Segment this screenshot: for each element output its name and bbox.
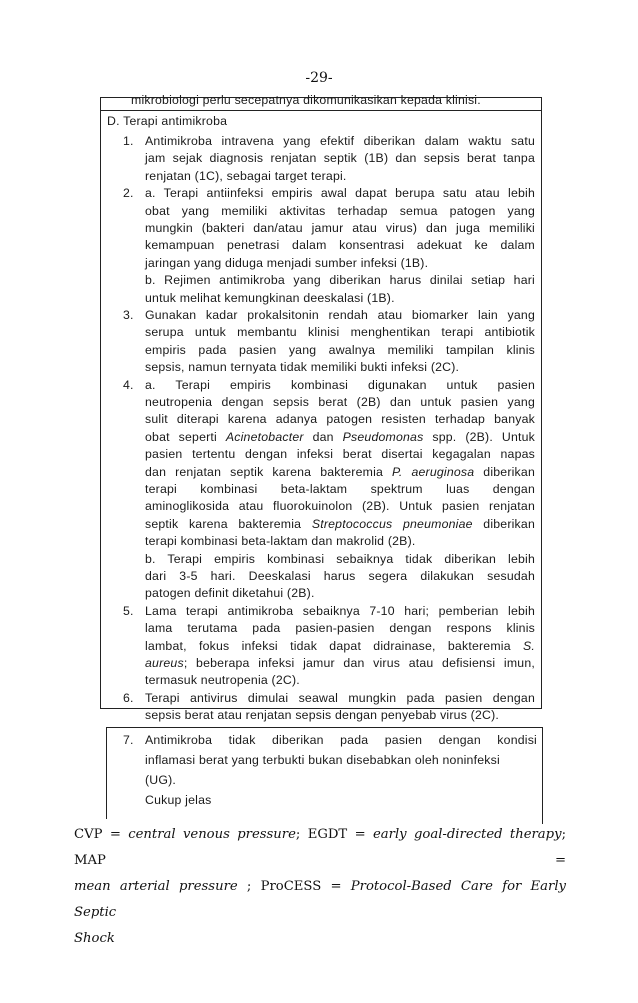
item-number: 6.	[123, 690, 134, 705]
item-line: terapi kombinasi beta-laktam spektrum luas dengan	[145, 482, 535, 496]
item-line: obat yang memiliki aktivitas terhadap semua patogen yang	[145, 203, 535, 218]
item-line: neutropenia dengan sepsis berat (2B) dan untuk pasien yang	[145, 395, 535, 409]
item-line: (UG).	[145, 773, 177, 787]
item-number: 7.	[123, 733, 134, 747]
item-line: b. Rejimen antimikroba yang diberikan harus dinilai setiap hari	[145, 273, 535, 288]
abbreviation-footer	[74, 822, 566, 952]
item-number: 5.	[123, 603, 134, 618]
item-line: lama terutama pada pasien-pasien dengan respons klinis	[145, 621, 535, 636]
item-line: jam sejak diagnosis renjatan septik (1B) dan sepsis berat tanpa	[145, 151, 535, 166]
item-line: terapi kombinasi beta-laktam dan makrolid (2B).	[145, 534, 416, 549]
item-line: Cukup jelas	[145, 793, 212, 807]
item-number: 3.	[123, 308, 134, 322]
divider	[101, 110, 541, 111]
item-line: b. Terapi empiris kombinasi sebaiknya tidak diberikan lebih	[145, 551, 535, 566]
item-line: dari 3-5 hari. Deeskalasi harus segera dilakukan sesudah	[145, 569, 535, 583]
item-line: aminoglikosida atau fluorokuinolon (2B). Untuk pasien renjatan	[145, 499, 535, 514]
footer-line-2: mean arterial pressure ; ProCESS = Protocol-Based Care for Early Septic	[74, 879, 567, 920]
item-line: aureus; beberapa infeksi jamur dan virus atau defisiensi imun,	[145, 656, 535, 670]
item-line: Terapi antivirus dimulai seawal mungkin pada pasien dengan	[145, 690, 535, 705]
item-line: patogen definit diketahui (2B).	[145, 586, 315, 601]
item-line: a. Terapi antiinfeksi empiris awal dapat berupa satu atau lebih	[145, 186, 535, 201]
item-line: Lama terapi antimikroba sebaiknya 7-10 hari; pemberian lebih	[145, 603, 535, 618]
item-line: serupa untuk membantu klinisi menghentikan terapi antibiotik	[145, 325, 535, 340]
item-line: termasuk neutropenia (2C).	[145, 673, 300, 688]
item-line: empiris pada pasien yang awalnya memiliki tampilan klinis	[145, 342, 535, 357]
item-line: jaringan yang diduga menjadi sumber infeksi (1B).	[145, 255, 429, 270]
item-line: Antimikroba intravena yang efektif diberikan dalam waktu satu	[145, 134, 535, 148]
page-number: -29-	[305, 70, 333, 86]
item-line: sepsis, namun ternyata tidak memiliki bukti infeksi (2C).	[145, 360, 460, 375]
item-line: obat seperti Acinetobacter dan Pseudomonas spp. (2B). Untuk	[145, 429, 535, 444]
top-line: mikrobiologi perlu secepatnya dikomunikasikan kepada klinisi.	[131, 93, 481, 107]
footer-line-1: CVP = central venous pressure; EGDT = early goal-directed therapy; MAP =	[74, 827, 567, 868]
recommendation-box	[100, 93, 542, 723]
item-line: sulit diterapi karena adanya patogen resisten terhadap banyak	[145, 412, 535, 427]
item-line: dan renjatan septik karena bakteremia P. aeruginosa diberikan	[145, 464, 535, 479]
footer-line-3: Shock	[74, 931, 115, 946]
item-line: mungkin (bakteri dan/atau jamur atau virus) dan juga memiliki	[145, 221, 535, 235]
item-line: untuk melihat kemungkinan deeskalasi (1B).	[145, 290, 395, 305]
item-line: septik karena bakteremia Streptococcus pneumoniae diberikan	[145, 516, 535, 531]
item-line: Antimikroba tidak diberikan pada pasien dengan kondisi	[145, 733, 537, 747]
item-line: a. Terapi empiris kombinasi digunakan untuk pasien	[145, 377, 535, 392]
item-line: pasien tertentu dengan infeksi berat disertai kegagalan napas	[145, 447, 535, 462]
item-line: kemampuan penetrasi dalam konsentrasi adekuat ke dalam	[145, 238, 535, 253]
item-number: 1.	[123, 134, 134, 148]
item-line: renjatan (1C), sebagai target terapi.	[145, 168, 347, 183]
item-number: 4.	[123, 377, 134, 392]
recommendation-box-7	[106, 727, 543, 819]
section-heading: D. Terapi antimikroba	[107, 114, 228, 128]
item-line: lambat, fokus infeksi tidak dapat didrainase, bakteremia S.	[145, 638, 535, 653]
item-line: Gunakan kadar prokalsitonin rendah atau biomarker lain yang	[145, 308, 535, 322]
item-line: sepsis berat atau renjatan sepsis dengan penyebab virus (2C).	[145, 708, 499, 723]
item-number: 2.	[123, 186, 134, 201]
item-line: inflamasi berat yang terbukti bukan disebabkan oleh noninfeksi	[145, 753, 500, 767]
